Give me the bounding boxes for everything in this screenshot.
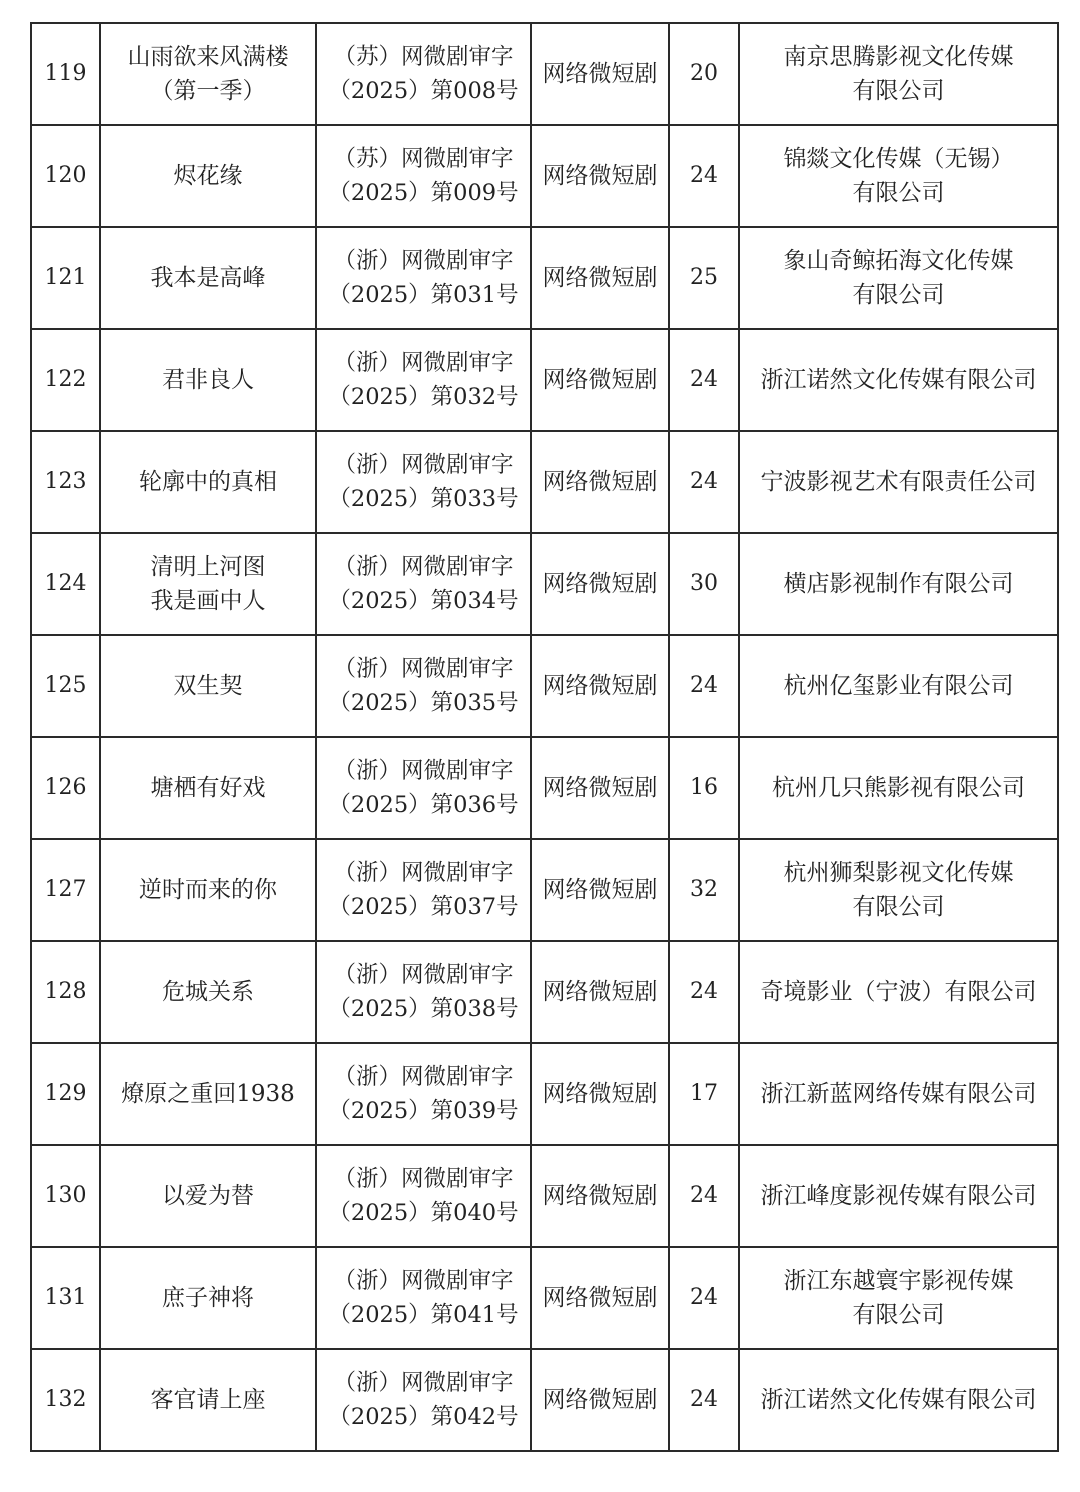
license-number: （苏）网微剧审字 （2025）第009号 [316,125,531,227]
drama-type: 网络微短剧 [531,329,669,431]
production-company: 杭州亿玺影业有限公司 [739,635,1058,737]
drama-title: 轮廓中的真相 [100,431,316,533]
episode-count: 24 [669,1247,739,1349]
license-number: （浙）网微剧审字 （2025）第040号 [316,1145,531,1247]
drama-type: 网络微短剧 [531,1043,669,1145]
table-row [31,635,1058,737]
episode-count: 24 [669,635,739,737]
drama-type: 网络微短剧 [531,1145,669,1247]
row-number: 131 [31,1247,100,1349]
drama-type: 网络微短剧 [531,839,669,941]
production-company: 杭州狮梨影视文化传媒 有限公司 [739,839,1058,941]
episode-count: 30 [669,533,739,635]
episode-count: 24 [669,1145,739,1247]
license-number: （苏）网微剧审字 （2025）第008号 [316,23,531,125]
drama-type: 网络微短剧 [531,431,669,533]
license-number: （浙）网微剧审字 （2025）第033号 [316,431,531,533]
drama-type: 网络微短剧 [531,1349,669,1451]
drama-title: 清明上河图 我是画中人 [100,533,316,635]
row-number: 129 [31,1043,100,1145]
row-number: 124 [31,533,100,635]
drama-title: 双生契 [100,635,316,737]
drama-type: 网络微短剧 [531,635,669,737]
drama-type: 网络微短剧 [531,533,669,635]
license-number: （浙）网微剧审字 （2025）第036号 [316,737,531,839]
table-row [31,329,1058,431]
episode-count: 32 [669,839,739,941]
drama-title: 庶子神将 [100,1247,316,1349]
drama-type: 网络微短剧 [531,1247,669,1349]
drama-type: 网络微短剧 [531,125,669,227]
license-number: （浙）网微剧审字 （2025）第034号 [316,533,531,635]
episode-count: 24 [669,125,739,227]
drama-title: 以爱为替 [100,1145,316,1247]
episode-count: 24 [669,329,739,431]
license-number: （浙）网微剧审字 （2025）第039号 [316,1043,531,1145]
drama-title: 逆时而来的你 [100,839,316,941]
production-company: 宁波影视艺术有限责任公司 [739,431,1058,533]
drama-title: 君非良人 [100,329,316,431]
episode-count: 24 [669,941,739,1043]
production-company: 浙江新蓝网络传媒有限公司 [739,1043,1058,1145]
episode-count: 16 [669,737,739,839]
production-company: 浙江东越寰宇影视传媒 有限公司 [739,1247,1058,1349]
production-company: 浙江诺然文化传媒有限公司 [739,329,1058,431]
episode-count: 17 [669,1043,739,1145]
table-row [31,839,1058,941]
production-company: 奇境影业（宁波）有限公司 [739,941,1058,1043]
production-company: 浙江峰度影视传媒有限公司 [739,1145,1058,1247]
registry-table [30,22,1059,1452]
table-row [31,227,1058,329]
episode-count: 24 [669,431,739,533]
license-number: （浙）网微剧审字 （2025）第031号 [316,227,531,329]
row-number: 119 [31,23,100,125]
row-number: 130 [31,1145,100,1247]
drama-title: 烬花缘 [100,125,316,227]
row-number: 120 [31,125,100,227]
license-number: （浙）网微剧审字 （2025）第041号 [316,1247,531,1349]
drama-title: 危城关系 [100,941,316,1043]
row-number: 128 [31,941,100,1043]
production-company: 南京思腾影视文化传媒 有限公司 [739,23,1058,125]
table-row [31,1145,1058,1247]
license-number: （浙）网微剧审字 （2025）第038号 [316,941,531,1043]
row-number: 125 [31,635,100,737]
table-row [31,533,1058,635]
license-number: （浙）网微剧审字 （2025）第035号 [316,635,531,737]
row-number: 132 [31,1349,100,1451]
production-company: 横店影视制作有限公司 [739,533,1058,635]
table-row [31,125,1058,227]
table-row [31,1247,1058,1349]
production-company: 浙江诺然文化传媒有限公司 [739,1349,1058,1451]
table-row [31,941,1058,1043]
drama-type: 网络微短剧 [531,941,669,1043]
table-row [31,1349,1058,1451]
license-number: （浙）网微剧审字 （2025）第042号 [316,1349,531,1451]
drama-type: 网络微短剧 [531,737,669,839]
episode-count: 25 [669,227,739,329]
table-row [31,431,1058,533]
row-number: 126 [31,737,100,839]
production-company: 锦燚文化传媒（无锡） 有限公司 [739,125,1058,227]
drama-title: 燎原之重回1938 [100,1043,316,1145]
episode-count: 24 [669,1349,739,1451]
drama-title: 塘栖有好戏 [100,737,316,839]
drama-title: 客官请上座 [100,1349,316,1451]
drama-type: 网络微短剧 [531,227,669,329]
table-row [31,23,1058,125]
row-number: 123 [31,431,100,533]
registry-body [31,23,1058,1451]
production-company: 杭州几只熊影视有限公司 [739,737,1058,839]
row-number: 122 [31,329,100,431]
drama-title: 山雨欲来风满楼 （第一季） [100,23,316,125]
episode-count: 20 [669,23,739,125]
license-number: （浙）网微剧审字 （2025）第032号 [316,329,531,431]
drama-type: 网络微短剧 [531,23,669,125]
license-number: （浙）网微剧审字 （2025）第037号 [316,839,531,941]
table-row [31,1043,1058,1145]
table-row [31,737,1058,839]
production-company: 象山奇鲸拓海文化传媒 有限公司 [739,227,1058,329]
drama-title: 我本是高峰 [100,227,316,329]
row-number: 127 [31,839,100,941]
row-number: 121 [31,227,100,329]
